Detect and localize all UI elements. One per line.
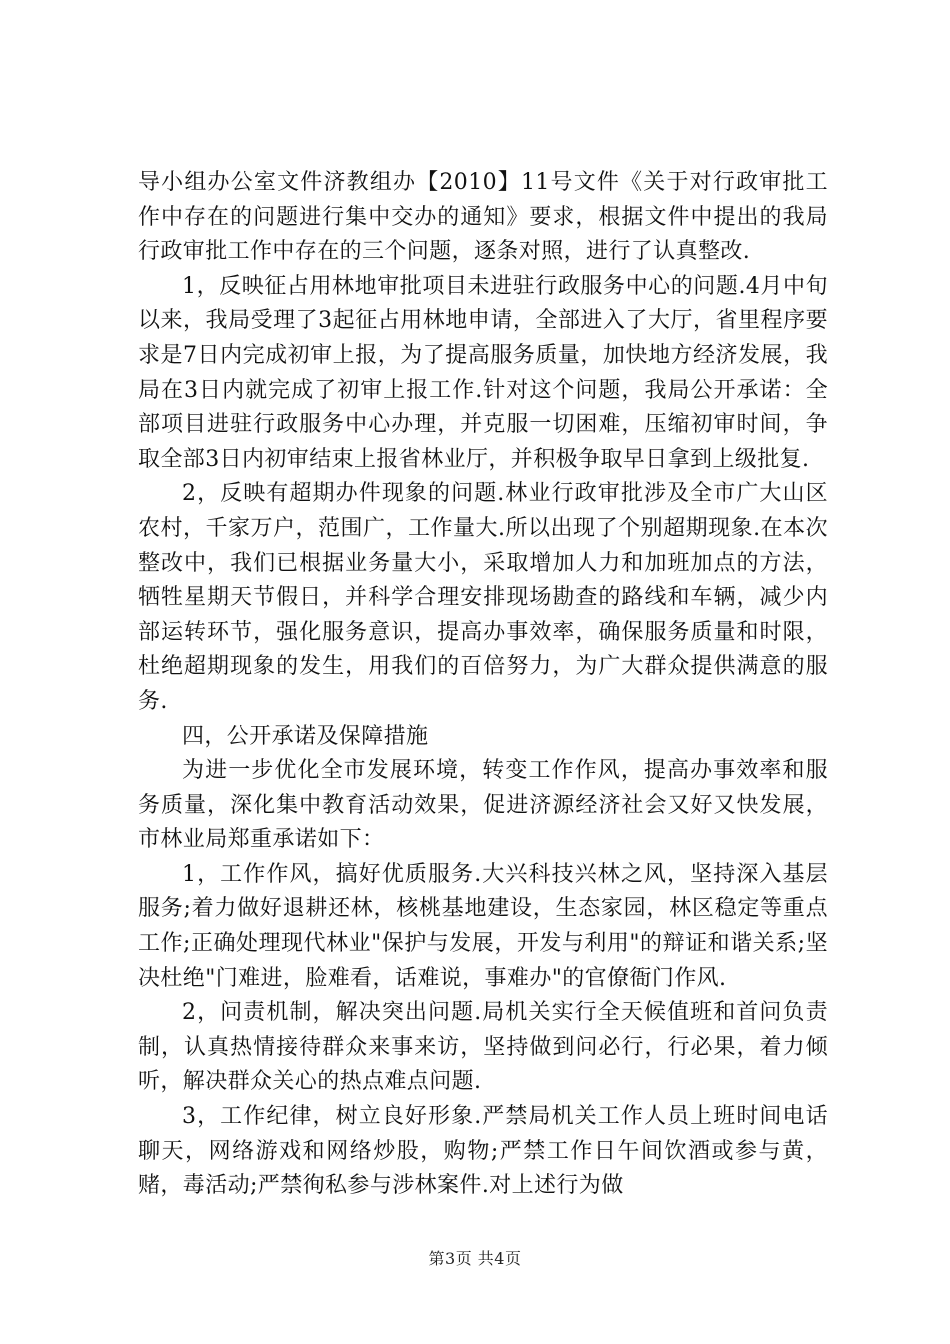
paragraph-8: 3，工作纪律，树立良好形象.严禁局机关工作人员上班时间电话聊天，网络游戏和网络炒股，购物;严禁工作日午间饮酒或参与黄，赌，毒活动;严禁徇私参与涉林案件.对上述行为做 [138, 1104, 828, 1199]
paragraph-1: 导小组办公室文件济教组办【2010】11号文件《关于对行政审批工作中存在的问题进行集中交办的通知》要求，根据文件中提出的我局行政审批工作中存在的三个问题，逐条对照，进行了认真整改. [138, 170, 828, 265]
paragraph-6: 1，工作作风，搞好优质服务.大兴科技兴林之风，坚持深入基层服务;着力做好退耕还林，核桃基地建设，生态家园，林区稳定等重点工作;正确处理现代林业"保护与发展，开发与利用"的辩证和谐关系;坚决杜绝"门难进，脸难看，话难说，事难办"的官僚衙门作风. [138, 861, 828, 991]
page-footer: 第3页 共4页 [428, 1249, 522, 1268]
section-heading: 四，公开承诺及保障措施 [182, 723, 429, 749]
paragraph-2: 1，反映征占用林地审批项目未进驻行政服务中心的问题.4月中旬以来，我局受理了3起征占用林地申请，全部进入了大厅，省里程序要求是7日内完成初审上报，为了提高服务质量，加快地方经济发展，我局在3日内就完成了初审上报工作.针对这个问题，我局公开承诺：全部项目进驻行政服务中心办理，并克服一切困难，压缩初审时间，争取全部3日内初审结束上报省林业厅，并积极争取早日拿到上级批复. [138, 273, 828, 472]
paragraph-7: 2，问责机制，解决突出问题.局机关实行全天候值班和首问负责制，认真热情接待群众来事来访，坚持做到问必行，行必果，着力倾听，解决群众关心的热点难点问题. [138, 1000, 828, 1095]
document-body [138, 166, 828, 1204]
paragraph-3: 2，反映有超期办件现象的问题.林业行政审批涉及全市广大山区农村，千家万户，范围广，工作量大.所以出现了个别超期现象.在本次整改中，我们已根据业务量大小，采取增加人力和加班加点的方法，牺牲星期天节假日，并科学合理安排现场勘查的路线和车辆，减少内部运转环节，强化服务意识，提高办事效率，确保服务质量和时限，杜绝超期现象的发生，用我们的百倍努力，为广大群众提供满意的服务. [138, 481, 828, 714]
paragraph-5: 为进一步优化全市发展环境，转变工作作风，提高办事效率和服务质量，深化集中教育活动效果，促进济源经济社会又好又快发展，市林业局郑重承诺如下： [138, 758, 828, 853]
